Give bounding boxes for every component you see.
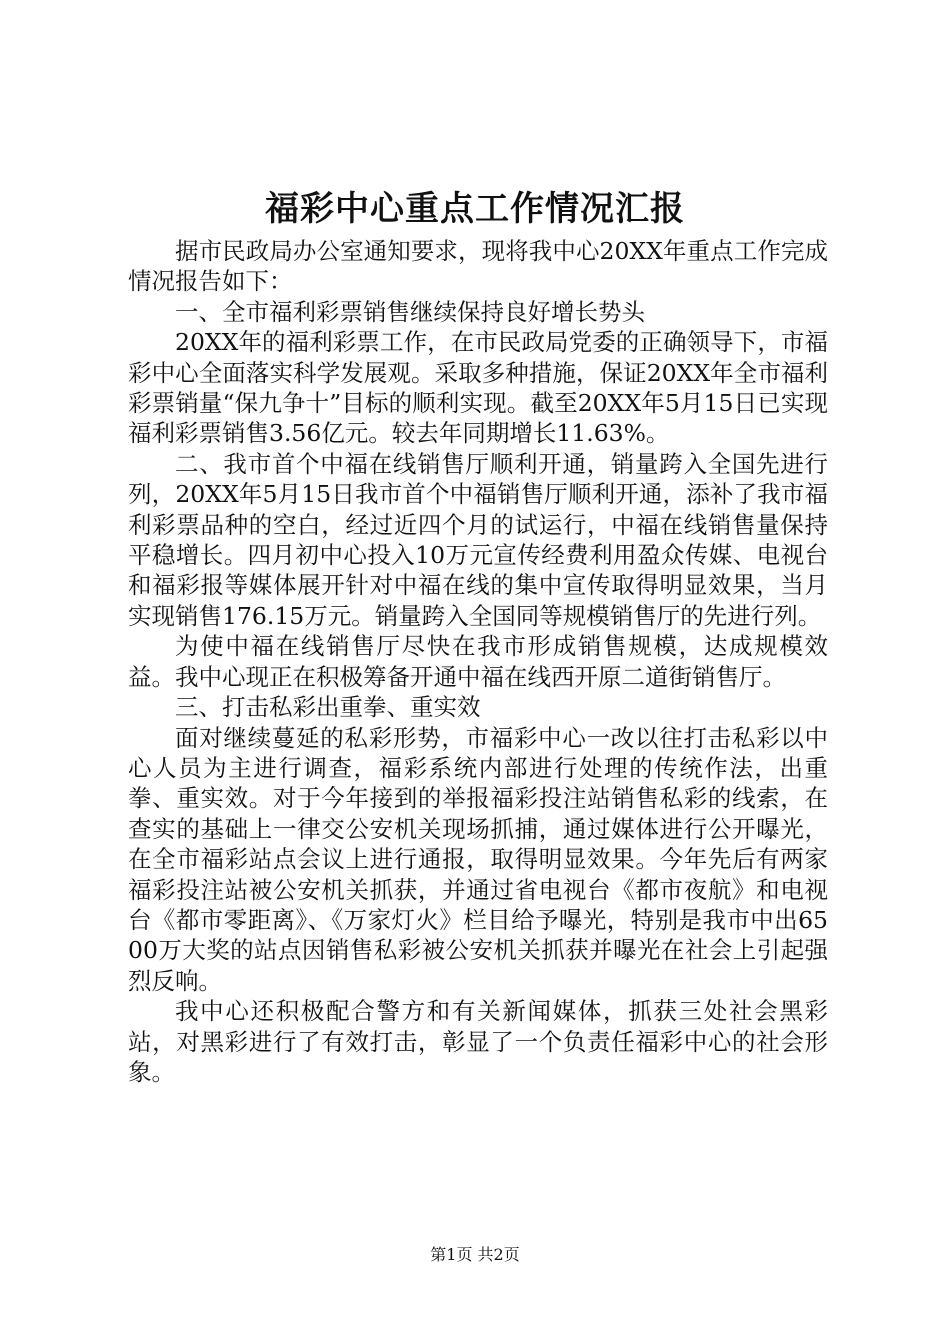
paragraph-sales-hall-plan: 为使中福在线销售厅尽快在我市形成销售规模，达成规模效益。我中心现正在积极筹备开通中福在线西开原二道街销售厅。 <box>128 632 828 691</box>
paragraph-crackdown: 面对继续蔓延的私彩形势，市福彩中心一改以往打击私彩以中心人员为主进行调查，福彩系统内部进行处理的传统作法，出重拳、重实效。对于今年接到的举报福彩投注站销售私彩的线索，在查实的基础上一律交公安机关现场抓捕，通过媒体进行公开曝光，在全市福彩站点会议上进行通报，取得明显效果。今年先后有两家福彩投注站被公安机关抓获，并通过省电视台《都市夜航》和电视台《都市零距离》、《万家灯火》栏目给予曝光，特别是我市中出6500万大奖的站点因销售私彩被公安机关抓获并曝光在社会上引起强烈反响。 <box>128 723 828 995</box>
paragraph-intro: 据市民政局办公室通知要求，现将我中心20XX年重点工作完成情况报告如下： <box>128 237 828 296</box>
section-heading-1: 一、全市福利彩票销售继续保持良好增长势头 <box>175 297 645 326</box>
section-heading-2-paragraph: 二、我市首个中福在线销售厅顺利开通，销量跨入全国先进行列，20XX年5月15日我市首个中福销售厅顺利开通，添补了我市福利彩票品种的空白，经过近四个月的试运行，中福在线销售量保持平稳增长。四月初中心投入10万元宣传经费利用盈众传媒、电视台和福彩报等媒体展开针对中福在线的集中宣传取得明显效果，当月实现销售176.15万元。销量跨入全国同等规模销售厅的先进行列。 <box>128 449 828 630</box>
paragraph-cooperation: 我中心还积极配合警方和有关新闻媒体，抓获三处社会黑彩站，对黑彩进行了有效打击，彰显了一个负责任福彩中心的社会形象。 <box>128 997 828 1086</box>
page-number-footer: 第1页 共2页 <box>430 1245 520 1264</box>
document-body <box>128 236 828 1087</box>
page-title: 福彩中心重点工作情况汇报 <box>265 189 685 229</box>
paragraph-sales-growth: 20XX年的福利彩票工作，在市民政局党委的正确领导下，市福彩中心全面落实科学发展观。采取多种措施，保证20XX年全市福利彩票销量“保九争十”目标的顺利实现。截至20XX年5月15日已实现福利彩票销售3.56亿元。较去年同期增长11.63%。 <box>128 328 828 448</box>
section-heading-3: 三、打击私彩出重拳、重实效 <box>175 693 481 722</box>
